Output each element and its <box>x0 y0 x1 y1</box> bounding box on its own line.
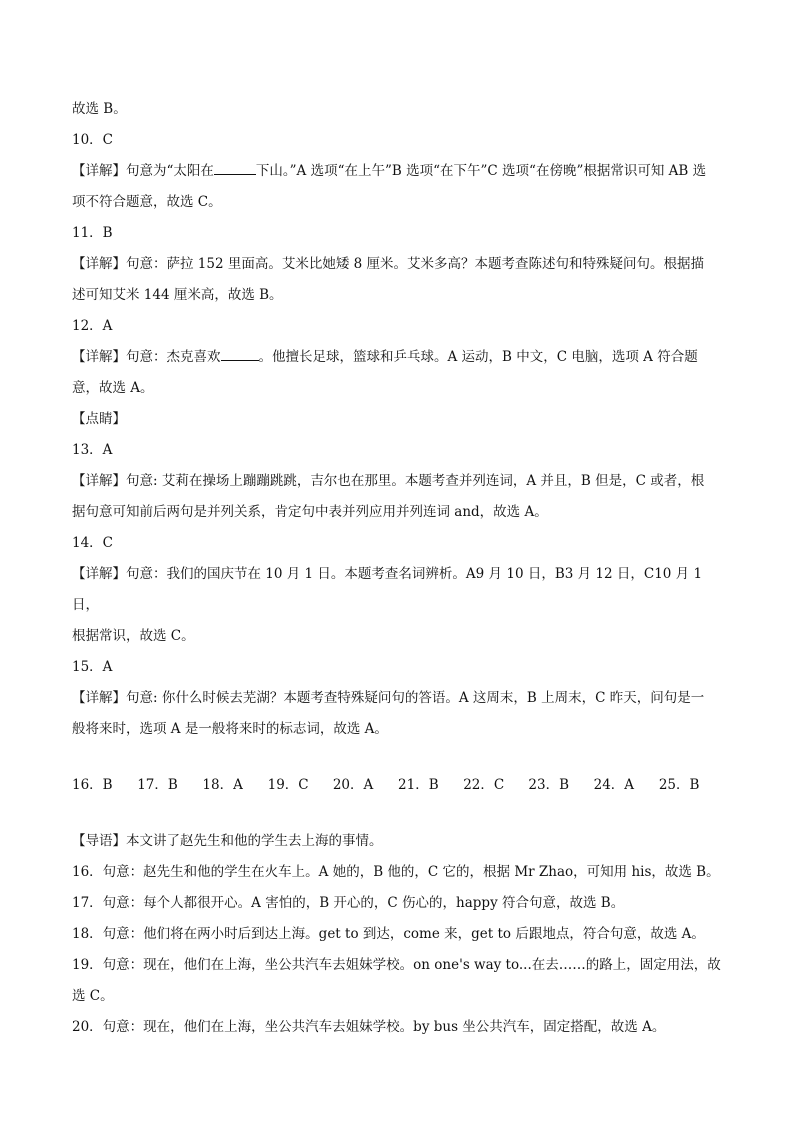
answer-number: 15．A <box>72 659 113 675</box>
answer-item: 19．C <box>267 777 309 793</box>
text-line: 根据常识，故选 C。 <box>72 628 195 644</box>
text-line: 述可知艾米 144 厘米高，故选 B。 <box>72 287 283 303</box>
note-heading: 【点睛】 <box>72 411 126 427</box>
answer-item: 16．B <box>72 777 113 793</box>
text-line: 故选 B。 <box>72 101 127 117</box>
answer-item: 17．B <box>137 777 178 793</box>
explanation-line: 【详解】句意: 艾莉在操场上蹦蹦跳跳，吉尔也在那里。本题考查并列连词，A 并且，B 但是，C 或者，根 <box>72 473 705 489</box>
answer-number: 11．B <box>72 225 113 241</box>
text-span: 【详解】句意为“太阳在 <box>72 163 214 179</box>
explanation-line: 【详解】句意: 你什么时候去芜湖？本题考查特殊疑问句的答语。A 这周末，B 上周末，C 昨天，问句是一 <box>72 690 705 706</box>
text-line: 据句意可知前后两句是并列关系，肯定句中表并列应用并列连词 and，故选 A。 <box>72 504 548 520</box>
fill-blank <box>214 162 256 175</box>
explanation-line: 17．句意：每个人都很开心。A 害怕的，B 开心的，C 伤心的，happy 符合句意，故选 B。 <box>72 895 625 911</box>
explanation-line <box>72 156 724 187</box>
text-line: 项不符合题意，故选 C。 <box>72 194 222 210</box>
answer-item: 25．B <box>658 777 700 793</box>
text-line: 选 C。 <box>72 988 114 1004</box>
answer-item: 21．B <box>398 777 439 793</box>
answer-item: 20．A <box>332 777 374 793</box>
explanation-line: 18．句意：他们将在两小时后到达上海。get to 到达，come 来，get to 后跟地点，符合句意，故选 A。 <box>72 926 705 942</box>
explanation-line: 【详解】句意：萨拉 152 里面高。艾米比她矮 8 厘米。艾米多高？本题考查陈述句和特殊疑问句。根据描 <box>72 256 705 272</box>
passage-intro: 【导语】本文讲了赵先生和他的学生去上海的事情。 <box>72 833 383 849</box>
spacer <box>72 801 724 826</box>
text-span: 【详解】句意：杰克喜欢 <box>72 349 221 365</box>
text-line: 意，故选 A。 <box>72 380 154 396</box>
answer-number: 12．A <box>72 318 113 334</box>
answer-item: 24．A <box>593 777 635 793</box>
explanation-line: 【详解】句意：我们的国庆节在 10 月 1 日。本题考查名词辨析。A9 月 10 日，B3 月 12 日，C10 月 1 日， <box>72 566 703 613</box>
fill-blank <box>221 348 259 361</box>
answer-key-row <box>72 770 724 801</box>
answer-item: 22．C <box>463 777 505 793</box>
spacer <box>72 745 724 770</box>
explanation-line: 19．句意：现在，他们在上海，坐公共汽车去姐妹学校。on one's way to...在去……的路上，固定用法，故 <box>72 957 721 973</box>
answer-item: 23．B <box>528 777 570 793</box>
explanation-line: 20．句意：现在，他们在上海，坐公共汽车去姐妹学校。by bus 坐公共汽车，固定搭配，故选 A。 <box>72 1019 666 1035</box>
answer-number: 14．C <box>72 535 114 551</box>
explanation-line: 16．句意：赵先生和他的学生在火车上。A 她的，B 他的，C 它的，根据 Mr Zhao，可知用 his，故选 B。 <box>72 864 720 880</box>
document-page <box>72 94 724 1043</box>
answer-number: 13．A <box>72 442 113 458</box>
answer-number: 10．C <box>72 132 114 148</box>
answer-item: 18．A <box>202 777 243 793</box>
explanation-line <box>72 342 724 373</box>
text-span: 下山。”A 选项“在上午”B 选项“在下午”C 选项“在傍晚”根据常识可知 AB 选 <box>255 163 707 179</box>
text-line: 般将来时，选项 A 是一般将来时的标志词，故选 A。 <box>72 721 388 737</box>
text-span: 。他擅长足球，篮球和乒乓球。A 运动，B 中文，C 电脑，选项 A 符合题 <box>258 349 698 365</box>
